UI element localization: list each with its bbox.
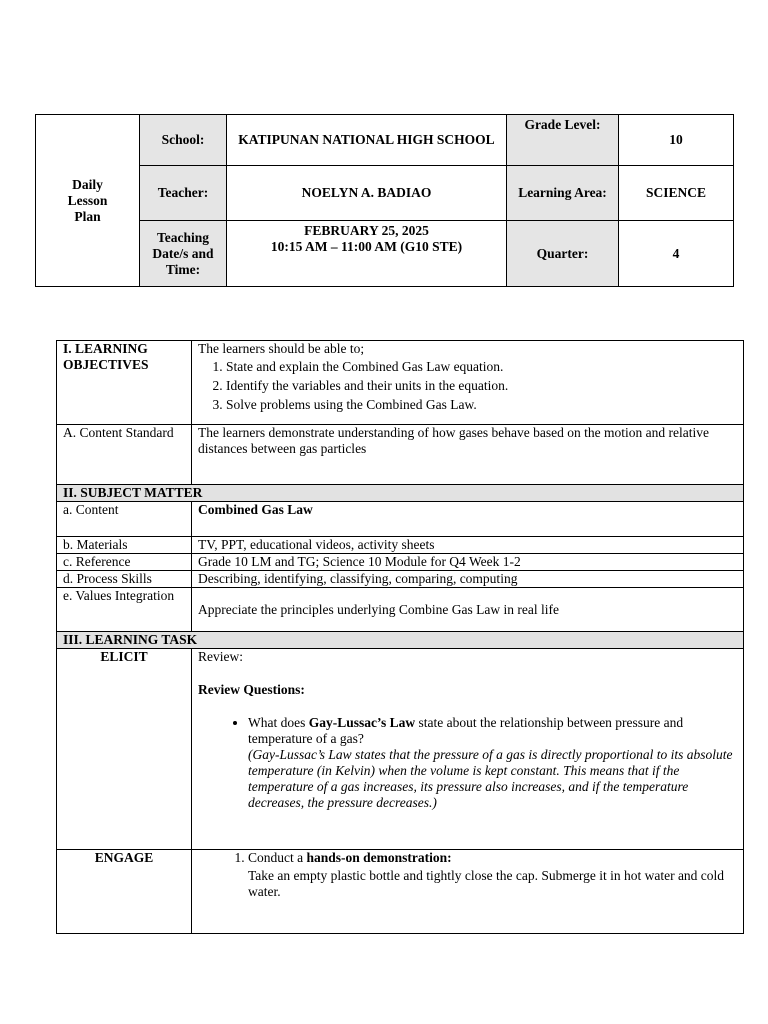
content-standard-label: A. Content Standard <box>57 425 192 485</box>
review-questions-label: Review Questions: <box>198 682 305 697</box>
objectives-list <box>198 357 737 414</box>
review-questions-list <box>198 715 737 811</box>
objectives-row <box>57 341 744 425</box>
elicit-label: ELICIT <box>57 649 192 850</box>
objectives-intro: The learners should be able to; <box>198 341 365 356</box>
row-value: Describing, identifying, classifying, comparing, computing <box>192 571 744 588</box>
row-value: TV, PPT, educational videos, activity sheets <box>192 537 744 554</box>
answer-text: (Gay-Lussac’s Law states that the pressure of a gas is directly proportional to its absolute temperature (in Kelvin) when the volume is kept constant. This means that if the temperature of a gas increases, its pressure also increases, and if the temperature decreases, the pressure decreases.) <box>248 747 733 810</box>
engage-steps <box>198 850 737 900</box>
school-label: School: <box>140 115 227 166</box>
list-item: 2. Identify the variables and their units in the equation. <box>226 376 737 395</box>
row-label: a. Content <box>57 502 192 537</box>
row-label: d. Process Skills <box>57 571 192 588</box>
list-item: 1. State and explain the Combined Gas Law equation. <box>226 357 737 376</box>
row-value: Grade 10 LM and TG; Science 10 Module for Q4 Week 1-2 <box>192 554 744 571</box>
list-item: 1. Conduct a hands-on demonstration: Take an empty plastic bottle and tightly close the cap. Submerge it in hot water and cold water. <box>248 850 737 900</box>
row-label: e. Values Integration <box>57 588 192 632</box>
teaching-date-value <box>227 221 507 287</box>
objectives-cell <box>192 341 744 425</box>
quarter-value: 4 <box>619 221 734 287</box>
list-item: 3. Solve problems using the Combined Gas Law. <box>226 395 737 414</box>
row-label: c. Reference <box>57 554 192 571</box>
table-row <box>57 588 744 632</box>
table-row <box>57 571 744 588</box>
engage-step-text: Take an empty plastic bottle and tightly close the cap. Submerge it in hot water and cold water. <box>248 868 725 899</box>
section-heading: III. LEARNING TASK <box>57 632 744 649</box>
grade-level-label: Grade Level: <box>507 115 619 166</box>
objectives-label: I. LEARNING OBJECTIVES <box>57 341 192 425</box>
school-value: KATIPUNAN NATIONAL HIGH SCHOOL <box>227 115 507 166</box>
time-text: 10:15 AM – 11:00 AM (G10 STE) <box>270 239 463 254</box>
learning-task-header <box>57 632 744 649</box>
engage-row <box>57 850 744 934</box>
content-standard-row <box>57 425 744 485</box>
content-standard-text: The learners demonstrate understanding of how gases behave based on the motion and relative distances between gas particles <box>192 425 744 485</box>
date-text: FEBRUARY 25, 2025 <box>304 223 429 238</box>
table-row <box>57 537 744 554</box>
elicit-cell <box>192 649 744 850</box>
teacher-value: NOELYN A. BADIAO <box>227 166 507 221</box>
list-item: • What does Gay-Lussac’s Law state about the relationship between pressure and temperature of a gas? (Gay-Lussac’s Law states that the pressure of a gas is directly proportional to its absolute temperature (in Kelvin) when the volume is kept constant. This means that if the temperature of a gas increases, its pressure also increases, and if the temperature decreases, the pressure decreases.) <box>248 715 737 811</box>
review-label: Review: <box>198 649 243 664</box>
subject-matter-header <box>57 485 744 502</box>
table-row <box>57 502 744 537</box>
grade-level-value: 10 <box>619 115 734 166</box>
learning-area-label: Learning Area: <box>507 166 619 221</box>
teacher-label: Teacher: <box>140 166 227 221</box>
section-heading: II. SUBJECT MATTER <box>57 485 744 502</box>
elicit-row <box>57 649 744 850</box>
table-row <box>57 554 744 571</box>
engage-label: ENGAGE <box>57 850 192 934</box>
row-value: Combined Gas Law <box>192 502 744 537</box>
engage-cell <box>192 850 744 934</box>
lesson-body-table <box>56 340 744 934</box>
row-label: b. Materials <box>57 537 192 554</box>
dlp-title: Daily Lesson Plan <box>36 115 140 287</box>
quarter-label: Quarter: <box>507 221 619 287</box>
row-value: Appreciate the principles underlying Combine Gas Law in real life <box>192 588 744 632</box>
lesson-header-table <box>35 114 734 287</box>
learning-area-value: SCIENCE <box>619 166 734 221</box>
teaching-date-label: Teaching Date/s and Time: <box>140 221 227 287</box>
